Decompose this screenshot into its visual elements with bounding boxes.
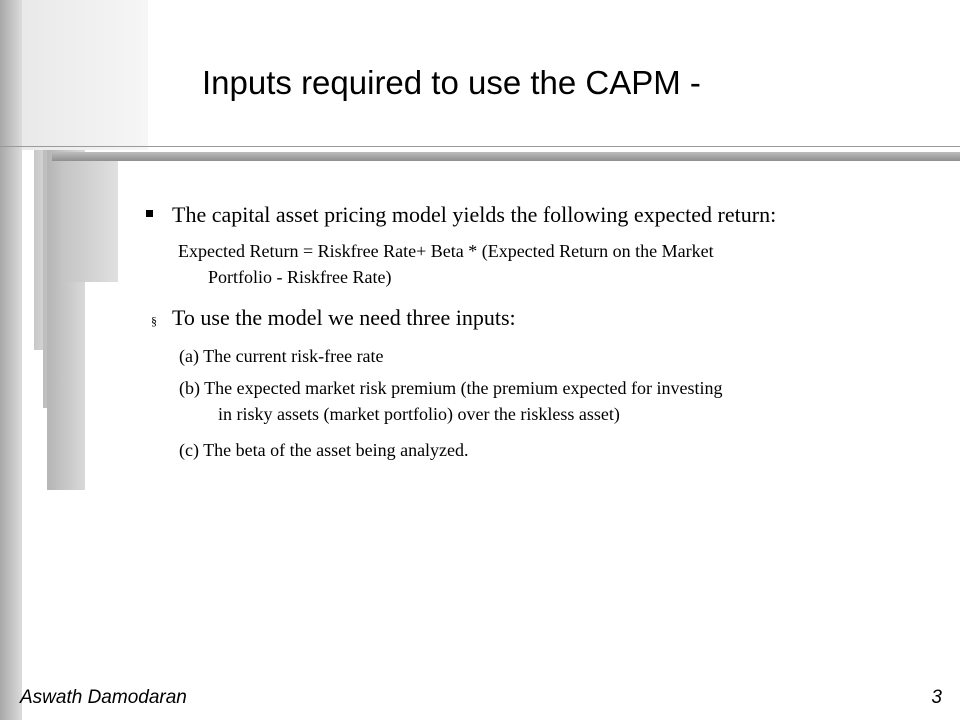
footer-author: Aswath Damodaran [20, 687, 187, 708]
decorative-bar [62, 160, 118, 282]
input-item-text: (c) The beta of the asset being analyzed. [179, 440, 469, 460]
input-item-a [179, 343, 919, 369]
bullet-capm-intro: The capital asset pricing model yields the following expected return: [172, 202, 777, 227]
input-item-c [179, 437, 919, 463]
capm-formula [178, 238, 898, 290]
title-divider-thick [52, 152, 960, 161]
input-item-text: in risky assets (market portfolio) over the riskless asset) [218, 404, 620, 424]
page-number: 3 [931, 687, 942, 708]
bullet-three-inputs: To use the model we need three inputs: [172, 305, 516, 330]
title-divider-thin [0, 146, 960, 147]
formula-line: Expected Return = Riskfree Rate+ Beta * (Expected Return on the Market [178, 241, 714, 261]
formula-line: Portfolio - Riskfree Rate) [208, 267, 392, 287]
section-bullet-icon: § [151, 314, 157, 328]
square-bullet-icon [146, 210, 153, 217]
input-item-text: (b) The expected market risk premium (the premium expected for investing [179, 378, 723, 398]
input-item-b [179, 375, 919, 427]
decorative-bar [22, 0, 148, 150]
slide-title: Inputs required to use the CAPM - [202, 64, 701, 101]
input-item-text: (a) The current risk-free rate [179, 346, 384, 366]
decorative-bar [0, 0, 22, 720]
